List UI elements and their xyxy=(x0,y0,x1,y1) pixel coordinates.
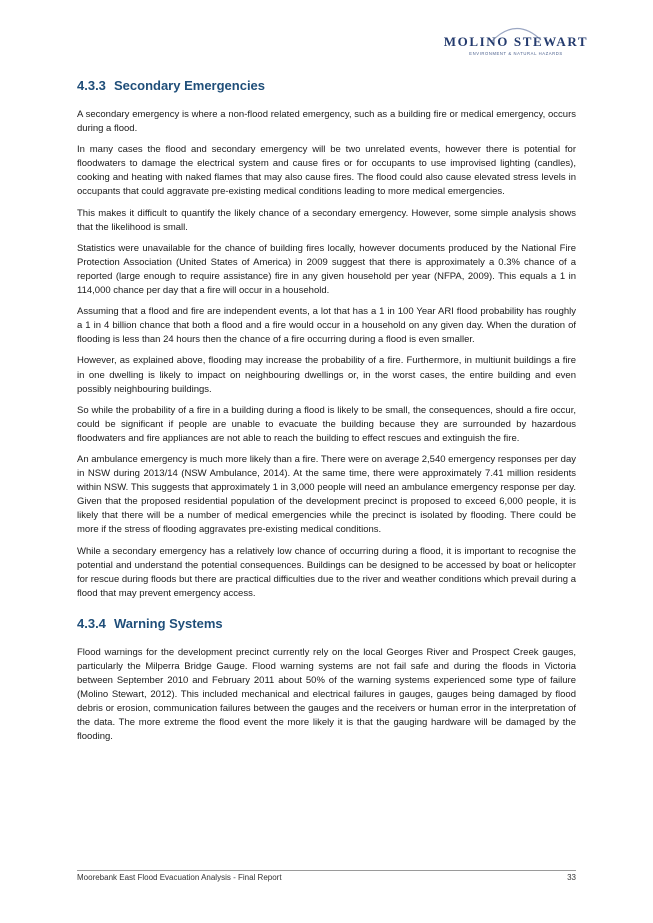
paragraph: However, as explained above, flooding may increase the probability of a fire. Furthermore, in multiunit buildings a fire in one dwelling is likely to impact on neighbouring dwellings or, in the worst cases, the entire building and even possibly neighbouring buildings. xyxy=(77,355,576,395)
paragraph: Flood warnings for the development precinct currently rely on the local Georges River and Prospect Creek gauges, particularly the Milperra Bridge Gauge. Flood warning systems are not fail safe and during the floods in Victoria between September 2010 and February 2011 about 50% of the warning systems experienced some type of failure (Molino Stewart, 2012). This included mechanical and electrical failures in gauges, gauges being damaged by flood debris or erosion, communication failures between the gauges and the receivers or human error in the interpretation of the data. The more extreme the flood event the more likely it is that the gauging hardware will be damaged by the flooding. xyxy=(77,646,576,743)
company-logo xyxy=(441,22,591,62)
section-number: 4.3.3 xyxy=(77,78,106,93)
paragraph: Statistics were unavailable for the chance of building fires locally, however documents produced by the National Fire Protection Association (United States of America) in 2009 suggest that there is approximately a 0.3% chance of a reported (large enough to require assistance) fire in any given household per year (NFPA, 2009). This equals a 1 in 114,000 chance per day that a fire will occur in a household. xyxy=(77,242,576,297)
section-title: Warning Systems xyxy=(114,615,223,631)
section-heading-warning-systems xyxy=(77,616,576,632)
footer-divider xyxy=(77,870,576,871)
paragraph: This makes it difficult to quantify the likely chance of a secondary emergency. However, some simple analysis shows that the likelihood is small. xyxy=(77,207,576,233)
logo-name: MOLINO STEWART xyxy=(443,34,589,49)
paragraph: So while the probability of a fire in a building during a flood is likely to be small, the consequences, should a fire occur, could be significant if people are unable to evacuate the building because they are surrounded by hazardous floodwaters and fire appliances are not able to reach the building to effect rescues and extinguish the fire. xyxy=(77,404,576,444)
section-heading-secondary-emergencies xyxy=(77,78,576,94)
paragraph: Assuming that a flood and fire are independent events, a lot that has a 1 in 100 Year ARI flood probability has roughly a 1 in 4 billion chance that both a flood and a fire would occur in a household on any given day. When the duration of flooding is less than 24 hours then the chance of a fire occurring during a flood is even smaller. xyxy=(77,306,576,346)
paragraph: A secondary emergency is where a non-flood related emergency, such as a building fire or medical emergency, occurs during a flood. xyxy=(77,109,576,135)
paragraph: While a secondary emergency has a relatively low chance of occurring during a flood, it is important to recognise the potential and understand the potential consequences. Buildings can be designed to be accessed by boat or helicopter for rescue during floods but there are practical difficulties due to the river and weather conditions which prevail during a flood that may prevent emergency access. xyxy=(77,545,576,599)
paragraph: An ambulance emergency is much more likely than a fire. There were on average 2,540 emergency responses per day in NSW during 2013/14 (NSW Ambulance, 2014). At the same time, there were approximately 7.41 million residents within NSW. This suggests that approximately 1 in 3,000 people will need an ambulance emergency response per day. Given that the proposed residential population of the development precinct is proposed to exceed 6,000 people, it is likely that there will be a number of medical emergencies while the precinct is isolated by flooding. There could be more if the stress of flooding aggravates pre-existing medical conditions. xyxy=(77,453,576,536)
logo-tagline: ENVIRONMENT & NATURAL HAZARDS xyxy=(469,51,563,56)
section-title: Secondary Emergencies xyxy=(114,78,266,93)
document-body xyxy=(77,78,576,752)
paragraph: In many cases the flood and secondary emergency will be two unrelated events, however there is potential for floodwaters to damage the electrical system and cause fires or for occupants to use improvised lighting (candles), cooking and heating with naked flames that may also cause fires. The flood could also cause elevated stress levels in occupants that could aggravate pre-existing medical conditions leading to more medical emergencies. xyxy=(77,144,576,198)
section-number: 4.3.4 xyxy=(77,615,106,631)
footer-page-number: 33 xyxy=(567,873,576,882)
footer-report-title: Moorebank East Flood Evacuation Analysis - Final Report xyxy=(77,873,282,882)
